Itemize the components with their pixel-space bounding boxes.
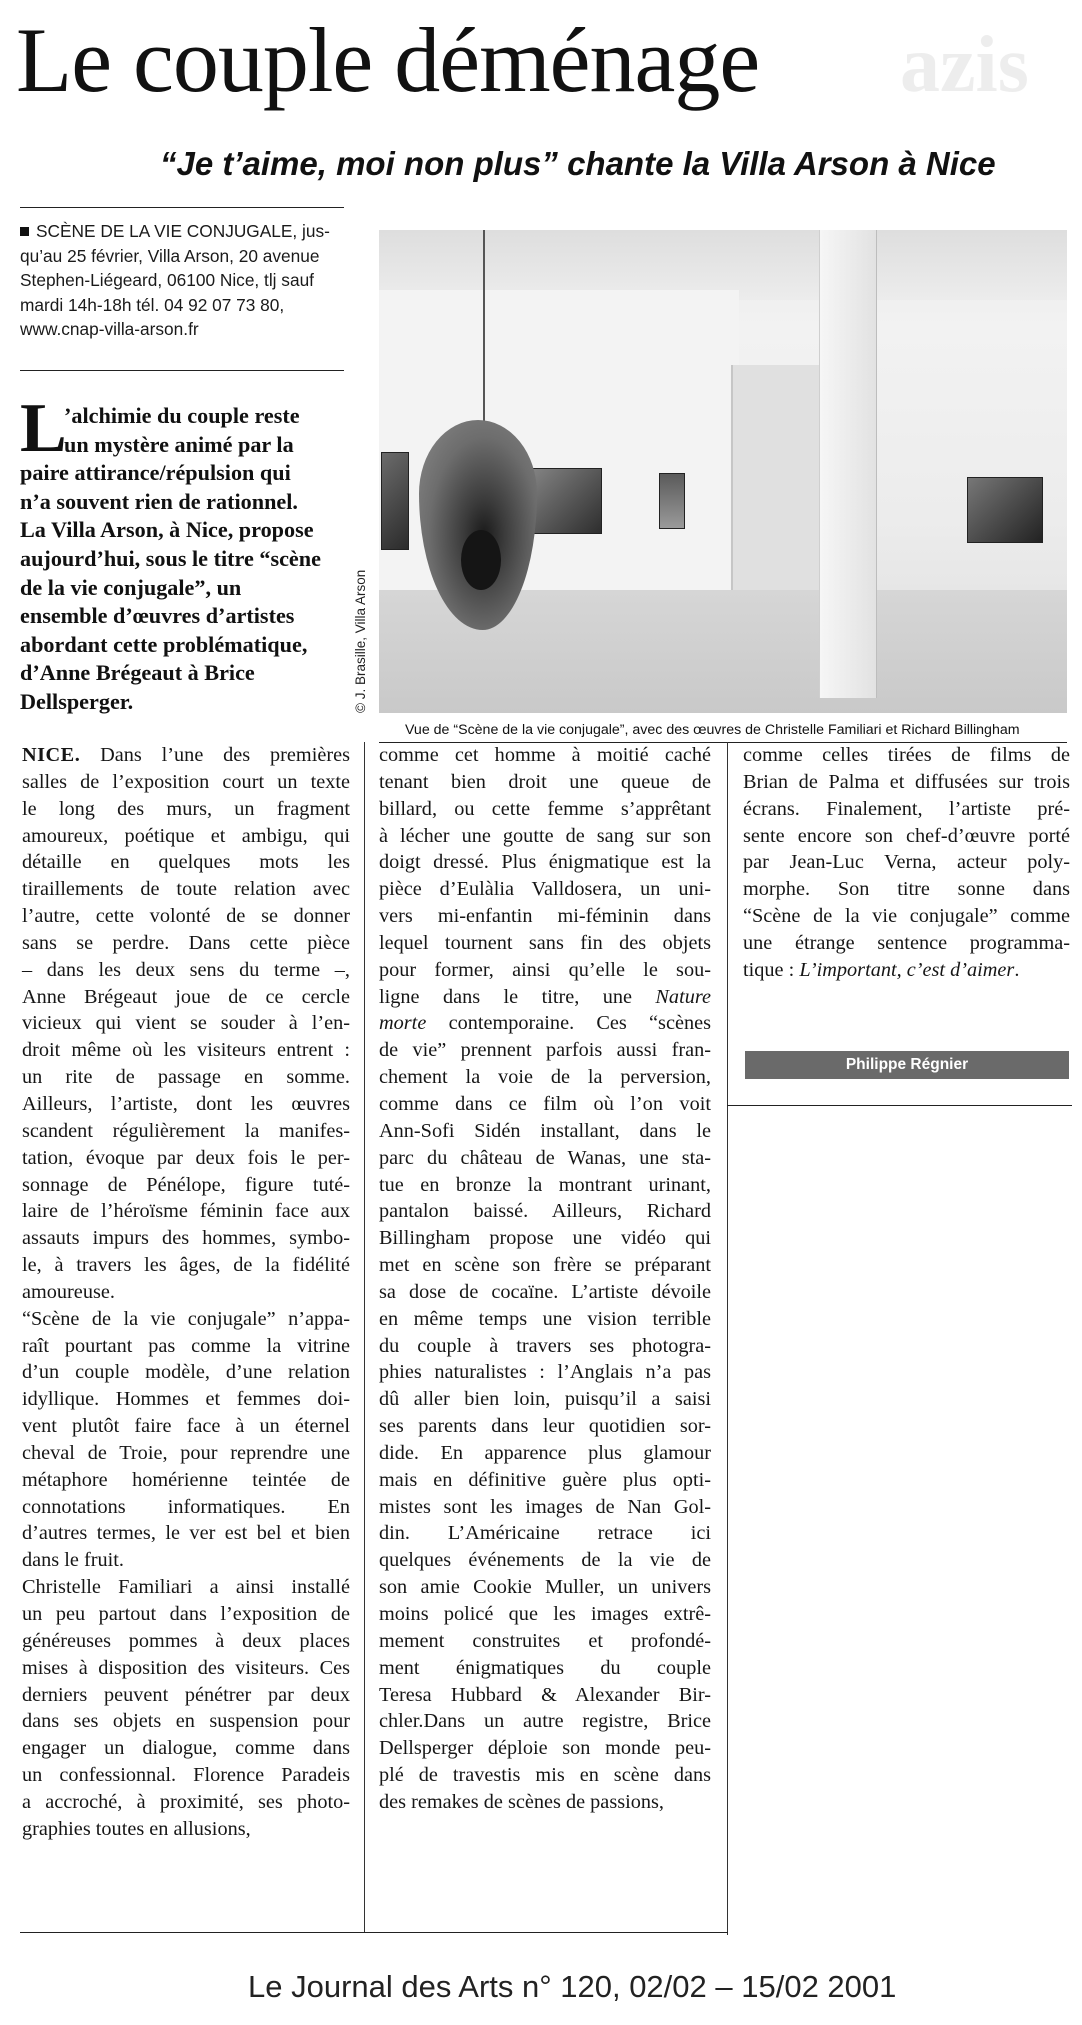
body-line: vicieux qui vient se souder à l’en- xyxy=(22,1012,350,1035)
body-line: Christelle Familiari a ainsi installé xyxy=(22,1576,350,1599)
info-bottom-rule xyxy=(20,370,344,371)
body-line: chler.Dans un autre registre, Brice xyxy=(379,1710,711,1733)
body-line: engager un dialogue, comme dans xyxy=(22,1737,350,1760)
subheadline: “Je t’aime, moi non plus” chante la Villa Arson à Nice xyxy=(160,145,996,182)
body-line: “Scène de la vie conjugale” comme xyxy=(743,905,1070,928)
body-line: tenant bien droit une queue de xyxy=(379,770,711,793)
publication-footer: Le Journal des Arts n° 120, 02/02 – 15/02 2001 xyxy=(248,1969,897,2004)
body-line: billard, ou cette femme s’apprêtant xyxy=(379,797,711,820)
body-line: comme cet homme à moitié caché xyxy=(379,744,711,766)
body-line: ses parents dans leur quotidien sor- xyxy=(379,1415,711,1438)
body-line: assauts impurs des hommes, symbo- xyxy=(22,1227,350,1250)
body-line: tiraillements de toute relation avec xyxy=(22,878,350,901)
body-line: sente encore son chef-d’œuvre porté xyxy=(743,824,1070,847)
body-line: phies naturalistes : l’Anglais n’a pas xyxy=(379,1361,711,1384)
body-line: Teresa Hubbard & Alexander Bir- xyxy=(379,1683,711,1706)
body-line: lequel tournent sans fin des objets xyxy=(379,931,711,954)
body-line: d’autres termes, le ver est bel et bien xyxy=(22,1522,350,1545)
body-line: moins policé que les images extrê- xyxy=(379,1603,711,1625)
body-line: le, à travers les âges, de la fidélité xyxy=(22,1254,350,1277)
body-line: écrans. Finalement, l’artiste pré- xyxy=(743,797,1070,820)
artwork-photo xyxy=(381,452,409,550)
body-line: connotations informatiques. En xyxy=(22,1495,350,1518)
body-line: son amie Cookie Muller, un univers xyxy=(379,1576,711,1599)
body-line: Anne Brégeaut joue de ce cercle xyxy=(22,985,350,1008)
body-line: le long des murs, un fragment xyxy=(22,797,350,820)
body-line: dide. En apparence plus glamour xyxy=(379,1441,711,1464)
body-line: derniers peuvent pénétrer par deux xyxy=(22,1683,350,1706)
artwork-photo xyxy=(659,473,685,529)
body-line: idyllique. Hommes et femmes doi- xyxy=(22,1388,350,1411)
photo-credit: © J. Brasille, Villa Arson xyxy=(353,569,368,713)
body-line: Dellsperger déploie son monde peu- xyxy=(379,1737,711,1760)
bullet-square-icon xyxy=(20,227,29,236)
info-top-rule xyxy=(20,207,344,208)
body-column-3 xyxy=(743,742,1070,984)
body-line: l’autre, cette volonté de se donner xyxy=(22,905,350,928)
body-line: Ann-Sofi Sidén installant, dans le xyxy=(379,1119,711,1142)
body-line: d’un couple modèle, d’une relation xyxy=(22,1361,350,1384)
body-line: droit même où les visiteurs entrent : xyxy=(22,1039,350,1062)
body-line: NICE. Dans l’une des premières xyxy=(22,744,350,766)
body-line: tation, évoque par deux fois le per- xyxy=(22,1146,350,1169)
body-line: mistes sont les images de Nan Gol- xyxy=(379,1495,711,1518)
body-line: morphe. Son titre sonne dans xyxy=(743,878,1070,901)
body-line: une étrange sentence programma- xyxy=(743,931,1070,954)
body-line: din. L’Américaine retrace ici xyxy=(379,1522,711,1545)
body-line: pantalon baissé. Ailleurs, Richard xyxy=(379,1200,711,1223)
info-website: www.cnap-villa-arson.fr xyxy=(20,319,199,339)
bottom-rule xyxy=(20,1932,728,1933)
body-line: un rite de passage en somme. xyxy=(22,1066,350,1089)
body-line: graphies toutes en allusions, xyxy=(22,1817,251,1840)
headline: Le couple déménage xyxy=(16,9,760,111)
artwork-photo xyxy=(967,477,1043,543)
body-line: du couple à travers ses photogra- xyxy=(379,1334,711,1357)
body-column-1 xyxy=(22,742,350,1843)
body-line: dans ses objets en suspension pour xyxy=(22,1710,350,1733)
body-line: généreuses pommes à deux places xyxy=(22,1629,350,1652)
body-line: amoureux, poétique et ambigu, qui xyxy=(22,824,350,847)
body-line: pièce d’Eulàlia Valldosera, un uni- xyxy=(379,878,711,901)
body-line: tue en bronze la montrant urinant, xyxy=(379,1173,711,1196)
body-line: laire de l’héroïsme féminin face aux xyxy=(22,1200,350,1223)
body-column-2 xyxy=(379,742,711,1816)
body-line: mais en définitive guère plus opti- xyxy=(379,1468,711,1491)
body-line: de vie” prennent parfois aussi fran- xyxy=(379,1039,711,1062)
body-line: métaphore homérienne teintée de xyxy=(22,1468,350,1491)
drop-cap: L xyxy=(20,390,67,467)
author-byline: Philippe Régnier xyxy=(745,1051,1069,1079)
column-rule xyxy=(364,742,365,1932)
body-line: des remakes de scènes de passions, xyxy=(379,1790,664,1813)
body-line: tique : L’important, c’est d’aimer. xyxy=(743,958,1020,981)
body-line: quelques événements de la vie de xyxy=(379,1549,711,1572)
body-line: vers mi-enfantin mi-féminin dans xyxy=(379,905,711,928)
bleed-through-text: azis xyxy=(900,21,1029,109)
body-line: plé de travestis mis en scène dans xyxy=(379,1764,711,1787)
body-line: scandent régulièrement la manifes- xyxy=(22,1119,350,1142)
body-line: morte contemporaine. Ces “scènes xyxy=(379,1012,711,1035)
body-line: raît pourtant pas comme la vitrine xyxy=(22,1334,350,1357)
body-line: dû aller bien loin, puisqu’il a saisi xyxy=(379,1388,711,1411)
body-line: comme celles tirées de films de xyxy=(743,744,1070,766)
body-line: comme dans ce film où l’on voit xyxy=(379,1092,711,1115)
body-line: Billingham propose une vidéo qui xyxy=(379,1227,711,1250)
info-line: qu’au 25 février, Villa Arson, 20 avenue xyxy=(20,245,320,266)
body-line: sa dose de cocaïne. L’artiste dévoile xyxy=(379,1280,711,1303)
body-line: “Scène de la vie conjugale” n’appa- xyxy=(22,1307,350,1330)
info-line: SCÈNE DE LA VIE CONJUGALE, jus- xyxy=(20,219,342,244)
body-line: par Jean-Luc Verna, acteur poly- xyxy=(743,851,1070,874)
body-line: un peu partout dans l’exposition de xyxy=(22,1603,350,1625)
body-line: vent plutôt faire face à un éternel xyxy=(22,1415,350,1438)
body-line: un confessionnal. Florence Paradeis xyxy=(22,1764,350,1787)
info-line: mardi 14h-18h tél. 04 92 07 73 80, xyxy=(20,294,285,315)
body-line: doigt dressé. Plus énigmatique est la xyxy=(379,851,711,874)
gallery-photo xyxy=(379,230,1067,713)
body-line: ligne dans le titre, une Nature xyxy=(379,985,711,1008)
body-line: chement la voie de la perversion, xyxy=(379,1066,711,1089)
body-line: a accroché, à proximité, ses photo- xyxy=(22,1790,350,1813)
photo-caption: Vue de “Scène de la vie conjugale”, avec des œuvres de Christelle Familiari et Richard Billingham xyxy=(405,722,1020,738)
body-line: Ailleurs, l’artiste, dont les œuvres xyxy=(22,1092,350,1115)
body-line: sonnage de Pénélope, figure tuté- xyxy=(22,1173,350,1196)
body-line: Brian de Palma et diffusées sur trois xyxy=(743,770,1070,793)
body-line: mement construites et profondé- xyxy=(379,1629,711,1652)
pillar xyxy=(819,230,877,698)
body-line: en même temps une vision terrible xyxy=(379,1307,711,1330)
body-line: à lécher une goutte de sang sur son xyxy=(379,824,711,847)
body-line: pour former, ainsi qu’elle le sou- xyxy=(379,958,711,981)
body-line: salles de l’exposition court un texte xyxy=(22,770,350,793)
body-line: sans se perdre. Dans cette pièce xyxy=(22,931,350,954)
body-line: amoureuse. xyxy=(22,1280,115,1303)
body-line: mises à disposition des visiteurs. Ces xyxy=(22,1656,350,1679)
hanging-chain xyxy=(483,230,485,425)
body-line: détaille en quelques mots les xyxy=(22,851,350,874)
body-line: met en scène son frère se préparant xyxy=(379,1254,711,1277)
body-line: parc du château de Wanas, une sta- xyxy=(379,1146,711,1169)
body-line: dans le fruit. xyxy=(22,1549,124,1572)
body-line: cheval de Troie, pour reprendre une xyxy=(22,1441,350,1464)
body-line: – dans les deux sens du terme –, xyxy=(22,958,350,981)
body-line: ment énigmatiques du couple xyxy=(379,1656,711,1679)
exhibition-info xyxy=(20,219,342,342)
box-rule xyxy=(727,1105,728,1935)
info-line: Stephen-Liégeard, 06100 Nice, tlj sauf xyxy=(20,270,314,290)
lead-paragraph: ’alchimie du couple reste un mystère animé par la paire attirance/répulsion qui n’a souvent rien de rationnel. La Villa Arson, à Nice, propose aujourd’hui, sous le titre “scène de la vie conjugale”, un ensemble d’œuvres d’artistes abordant cette problématique, d’Anne Brégeaut à Brice Dellsperger. xyxy=(20,403,321,714)
box-top-rule xyxy=(727,1105,1072,1106)
